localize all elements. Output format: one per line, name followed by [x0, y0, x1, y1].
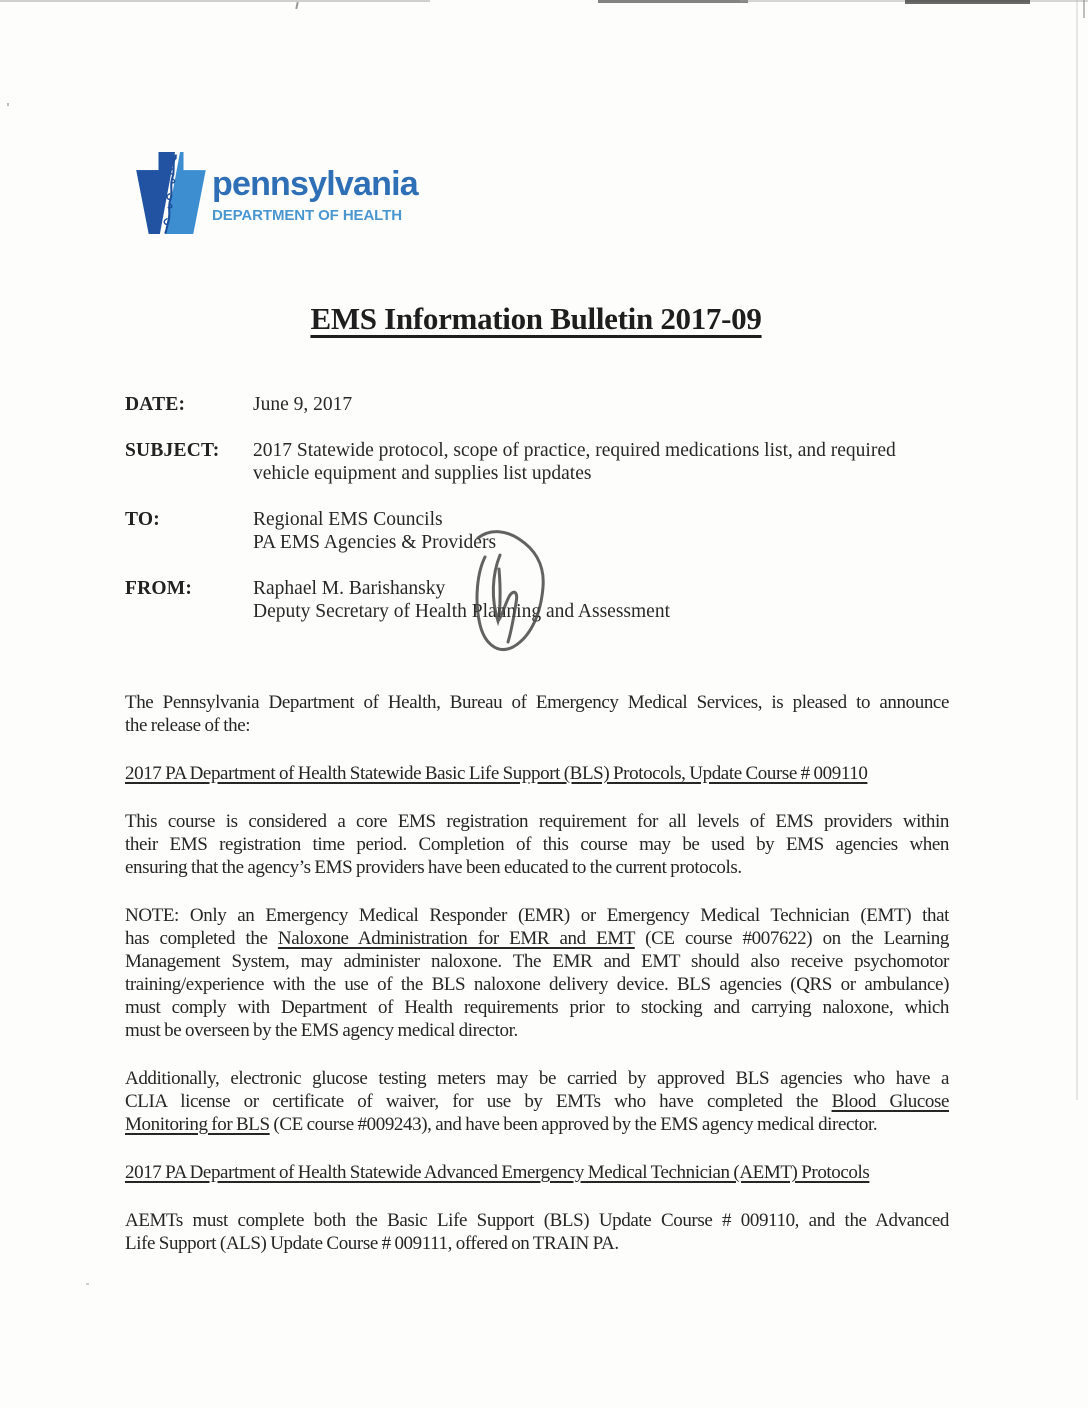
- meta-value-to-line1: Regional EMS Councils: [253, 509, 443, 530]
- meta-row-subject: [125, 439, 955, 485]
- heading-bls-protocols: 2017 PA Department of Health Statewide Basic Life Support (BLS) Protocols, Update Course # 009110: [125, 763, 868, 784]
- scan-artifact: [598, 0, 748, 3]
- body-content: [125, 691, 949, 1280]
- meta-value-subject-line1: 2017 Statewide protocol, scope of practice, required medications list, and required: [253, 440, 896, 461]
- scan-artifact: [740, 0, 1088, 2]
- scan-artifact: [1076, 0, 1078, 1100]
- meta-label-subject: SUBJECT:: [125, 440, 220, 461]
- paragraph-aemt-requirement: AEMTs must complete both the Basic Life Support (BLS) Update Course # 009110, and the Advanced Life Support (ALS) Update Course # 009111, offered on TRAIN PA.: [125, 1210, 949, 1254]
- meta-value-from-line1: Raphael M. Barishansky: [253, 578, 446, 599]
- scan-artifact: [7, 103, 9, 106]
- scan-artifact: [905, 0, 1030, 4]
- meta-label-from: FROM:: [125, 578, 193, 599]
- keystone-caduceus-icon: [136, 152, 206, 234]
- scan-artifact: [86, 1283, 89, 1285]
- logo-wordmark: pennsylvania: [212, 165, 418, 203]
- paragraph-intro: The Pennsylvania Department of Health, Bureau of Emergency Medical Services, is pleased to announce the release of the:: [125, 692, 949, 736]
- paragraph-course-requirement: This course is considered a core EMS registration requirement for all levels of EMS providers within their EMS registration time period. Completion of this course may be used by EMS agencies when ensuring that the agency’s EMS providers have been educated to the current protocols.: [125, 811, 949, 878]
- meta-row-date: [125, 393, 955, 416]
- signature-initials-mark: [455, 525, 565, 663]
- paragraph-note-naloxone: NOTE: Only an Emergency Medical Responder (EMR) or Emergency Medical Technician (EMT) that has completed the Naloxone Administration for EMR and EMT (CE course #007622) on the Learning Management System, may administer naloxone. The EMR and EMT should also receive psychomotor training/experience with the use of the BLS naloxone delivery device. BLS agencies (QRS or ambulance) must comply with Department of Health requirements prior to stocking and carrying naloxone, which must be overseen by the EMS agency medical director.: [125, 905, 949, 1041]
- meta-value-subject-line2: vehicle equipment and supplies list updates: [253, 463, 592, 484]
- scan-artifact: [1083, 0, 1085, 18]
- logo-subtitle: DEPARTMENT OF HEALTH: [212, 207, 402, 224]
- meta-value-date: June 9, 2017: [253, 394, 353, 415]
- pa-doh-logo: [212, 167, 418, 224]
- paragraph-glucose-monitoring: Additionally, electronic glucose testing meters may be carried by approved BLS agencies who have a CLIA license or certificate of waiver, for use by EMTs who have completed the Blood Glucose Monitoring for BLS (CE course #009243), and have been approved by the EMS agency medical director.: [125, 1068, 949, 1135]
- meta-value-from-line2: Deputy Secretary of Health Planning and Assessment: [253, 601, 670, 622]
- meta-label-date: DATE:: [125, 394, 186, 415]
- bulletin-title: EMS Information Bulletin 2017-09: [310, 301, 762, 336]
- heading-aemt-protocols: 2017 PA Department of Health Statewide Advanced Emergency Medical Technician (AEMT) Protocols: [125, 1162, 870, 1183]
- meta-label-to: TO:: [125, 509, 160, 530]
- scan-artifact: [295, 2, 298, 9]
- scan-artifact: [0, 0, 430, 2]
- meta-value-to-line2: PA EMS Agencies & Providers: [253, 532, 497, 553]
